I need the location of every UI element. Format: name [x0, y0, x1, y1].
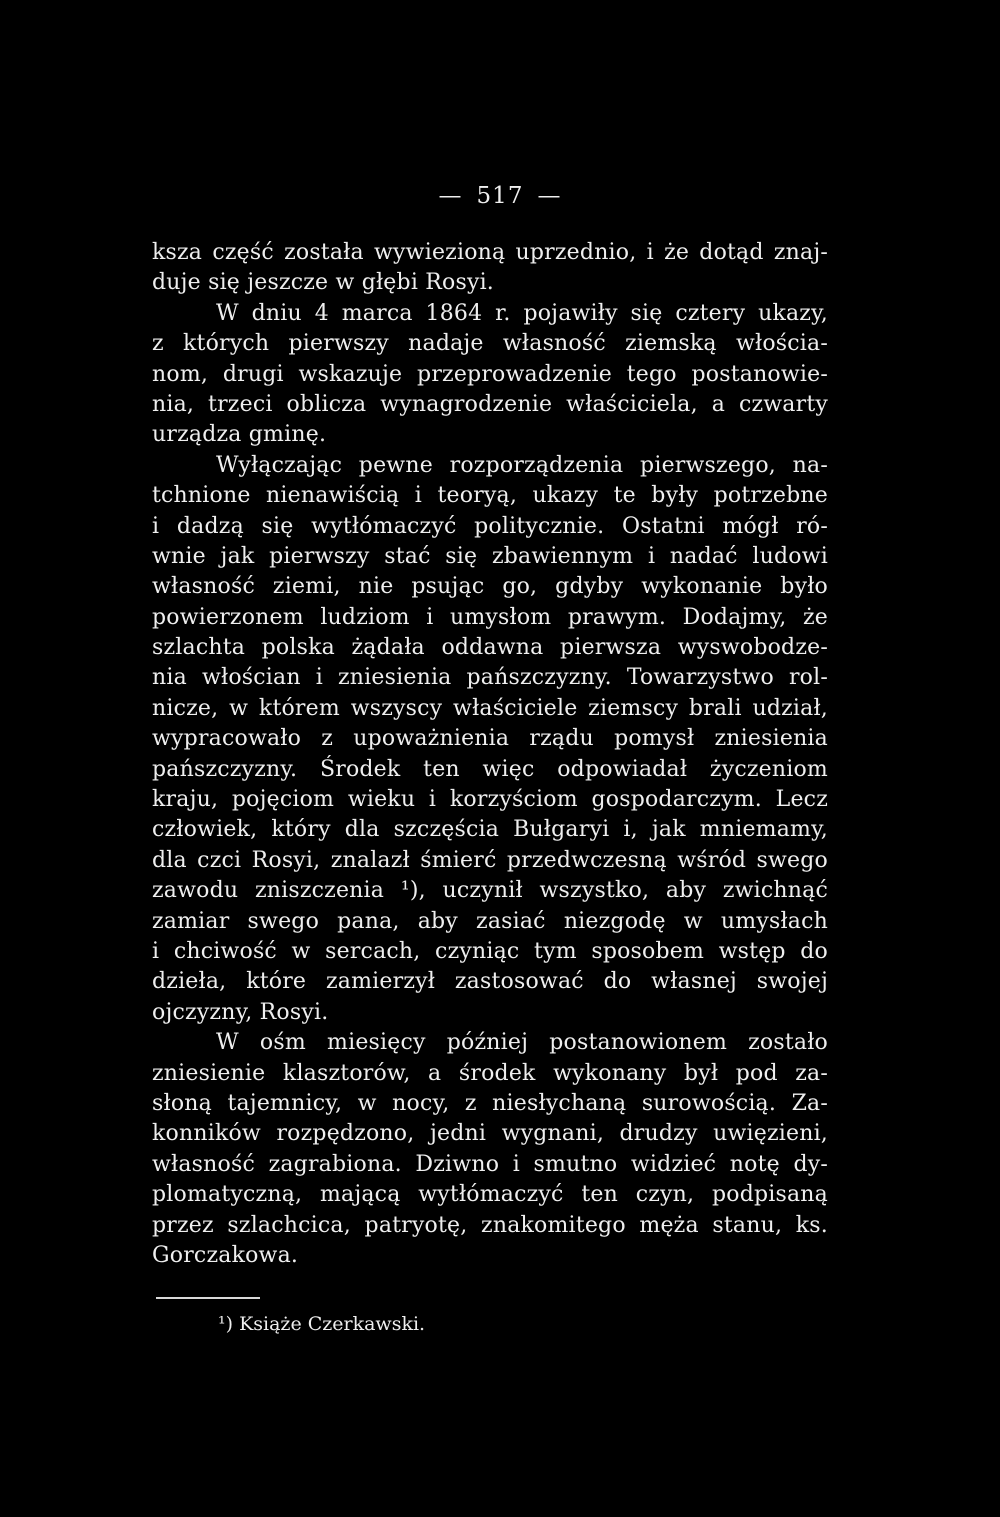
text-line: plomatyczną, mającą wytłómaczyć ten czyn, podpisaną — [152, 1182, 828, 1208]
footnote — [218, 1310, 425, 1338]
text-line: W ośm miesięcy później postanowionem zostało — [216, 1030, 828, 1056]
footnote-marker: ¹) — [218, 1313, 234, 1335]
text-line: zamiar swego pana, aby zasiać niezgodę w umysłach — [152, 908, 828, 934]
text-line: z których pierwszy nadaje własność ziemską włościa- — [152, 331, 828, 357]
text-line: wnie jak pierwszy stać się zbawiennym i nadać ludowi — [152, 543, 828, 569]
text-line: człowiek, który dla szczęścia Bułgaryi i, jak mniemamy, — [152, 817, 828, 843]
text-line: duje się jeszcze w głębi Rosyi. — [152, 270, 495, 296]
text-line: i dadzą się wytłómaczyć politycznie. Ostatni mógł ró- — [152, 513, 828, 539]
text-line: tchnione nienawiścią i teoryą, ukazy te były potrzebne — [152, 483, 828, 509]
text-line: zniesienie klasztorów, a środek wykonany był pod za- — [152, 1060, 828, 1086]
text-line: słoną tajemnicy, w nocy, z niesłychaną surowością. Za- — [152, 1090, 828, 1116]
text-line: nicze, w którem wszyscy właściciele ziemscy brali udział, — [152, 695, 828, 721]
text-line: przez szlachcica, patryotę, znakomitego męża stanu, ks. — [152, 1212, 828, 1238]
text-line: i chciwość w sercach, czyniąc tym sposobem wstęp do — [152, 938, 828, 964]
text-line: zawodu zniszczenia ¹), uczynił wszystko, aby zwichnąć — [152, 878, 828, 904]
header-dash-left: — — [438, 183, 463, 209]
page-header — [0, 183, 1000, 209]
text-line: konników rozpędzono, jedni wygnani, drudzy uwięzieni, — [152, 1121, 828, 1147]
footnote-text: Książe Czerkawski. — [239, 1313, 426, 1335]
text-line: W dniu 4 marca 1864 r. pojawiły się cztery ukazy, — [216, 300, 828, 326]
text-line: powierzonem ludziom i umysłom prawym. Dodajmy, że — [152, 604, 828, 630]
text-line: Wyłączając pewne rozporządzenia pierwszego, na- — [216, 452, 828, 478]
text-line: kraju, pojęciom wieku i korzyściom gospodarczym. Lecz — [152, 787, 828, 813]
text-line: własność ziemi, nie psując go, gdyby wykonanie było — [152, 574, 828, 600]
page-number: 517 — [476, 183, 524, 209]
text-line: dla czci Rosyi, znalazł śmierć przedwczesną wśród swego — [152, 847, 828, 873]
header-dash-right: — — [537, 183, 562, 209]
text-line: ksza część została wywiezioną uprzednio, i że dotąd znaj- — [152, 240, 828, 265]
text-line: wypracowało z upoważnienia rządu pomysł zniesienia — [152, 726, 828, 752]
body-text — [152, 238, 828, 1271]
text-line: Gorczakowa. — [152, 1242, 299, 1268]
text-line: nia włościan i zniesienia pańszczyzny. Towarzystwo rol- — [152, 665, 828, 691]
text-line: nom, drugi wskazuje przeprowadzenie tego postanowie- — [152, 361, 828, 387]
text-line: nia, trzeci oblicza wynagrodzenie właściciela, a czwarty — [152, 391, 828, 417]
text-line: dzieła, które zamierzył zastosować do własnej swojej — [152, 969, 828, 995]
footnote-rule — [156, 1297, 260, 1299]
text-line: szlachta polska żądała oddawna pierwsza wyswobodze- — [152, 635, 828, 661]
text-line: urządza gminę. — [152, 422, 327, 448]
text-line: własność zagrabiona. Dziwno i smutno widzieć notę dy- — [152, 1151, 828, 1177]
text-line: pańszczyzny. Środek ten więc odpowiadał życzeniom — [152, 756, 828, 782]
text-line: ojczyzny, Rosyi. — [152, 999, 329, 1025]
